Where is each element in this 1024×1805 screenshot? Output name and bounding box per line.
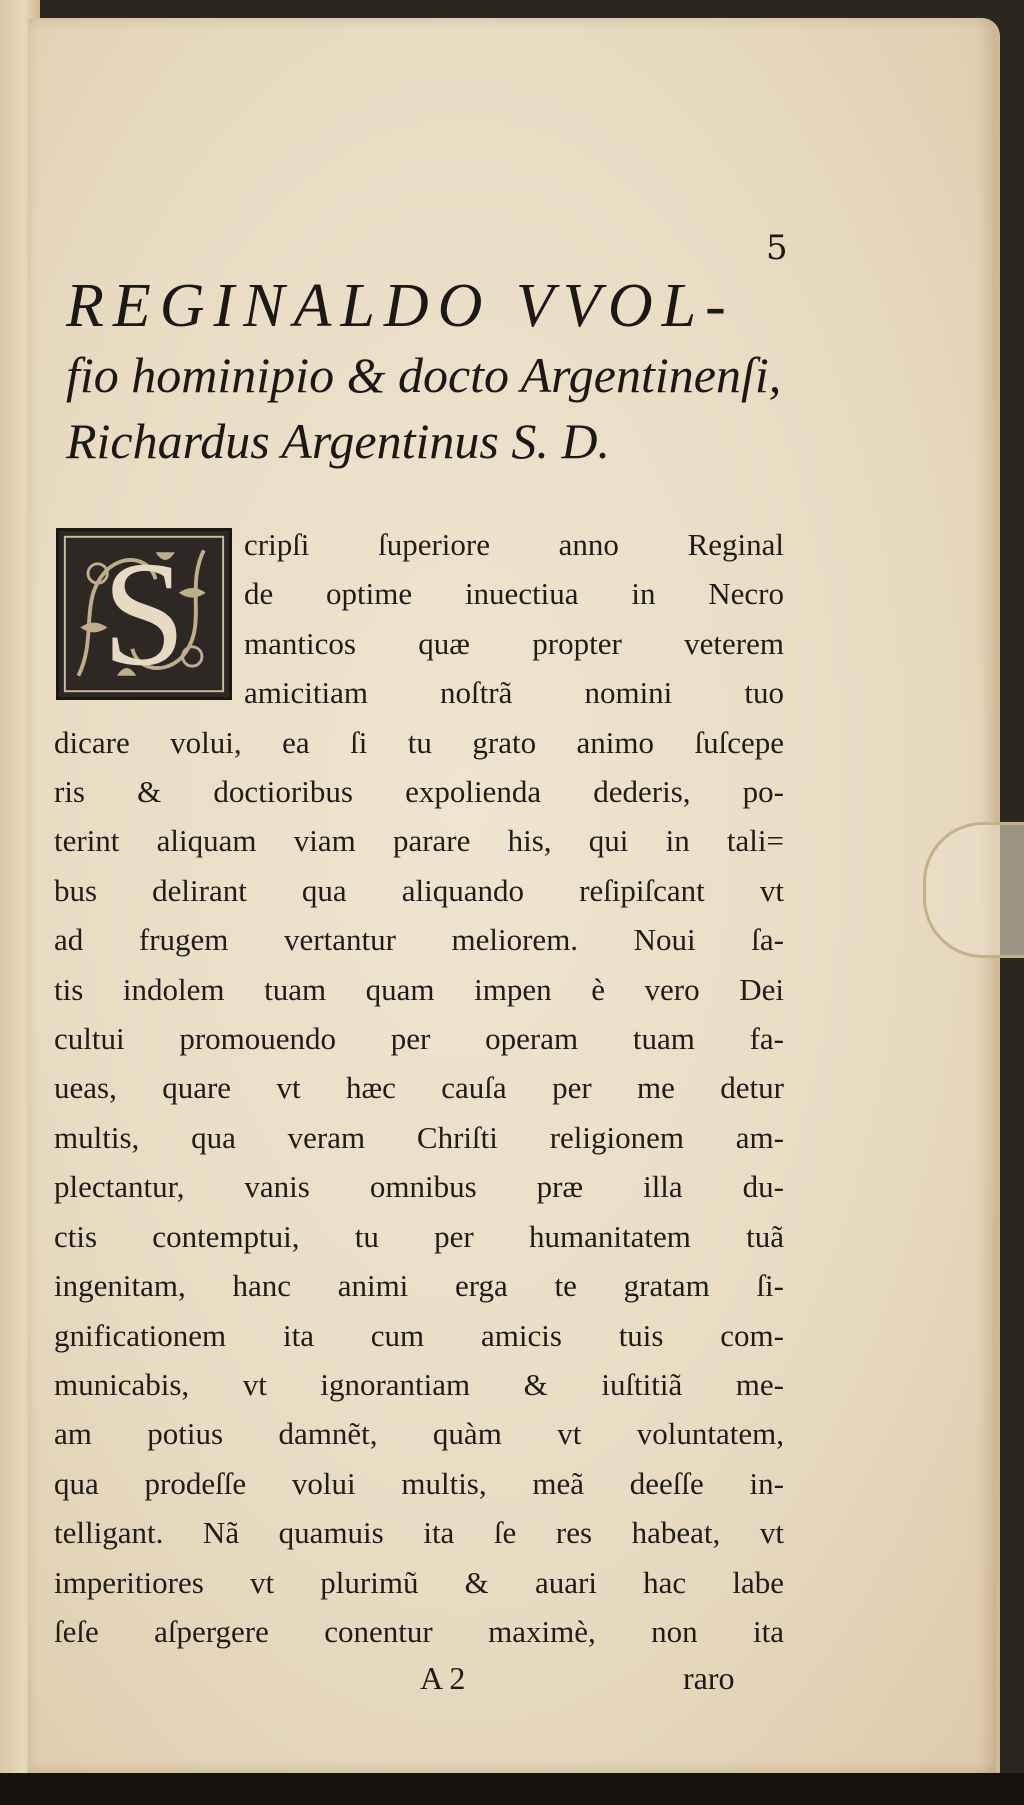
initial-letter: S [102,531,186,697]
text-line: am potius damnẽt, quàm vt voluntatem, [54,1416,784,1452]
bookmark-tab [923,822,1024,958]
text-line: terint aliquam viam parare his, qui in tali= [54,823,784,859]
text-line: ingenitam, hanc animi erga te gratam ſi- [54,1268,784,1304]
body-text [54,520,784,1656]
text-line: dicare volui, ea ſi tu grato animo ſuſcepe [54,724,784,760]
signature-mark: A 2 [420,1660,466,1696]
dedication-heading [66,268,826,476]
text-line: multis, qua veram Chriſti religionem am- [54,1119,784,1155]
heading-line-2: fio hominipio & docto Argentinenſi, [66,347,782,403]
catchword: raro [683,1660,735,1696]
text-line: tis indolem tuam quam impen è vero Dei [54,971,784,1007]
text-line: amicitiam noſtrã nomini tuo [244,675,784,711]
text-line: cripſi ſuperiore anno Reginal [244,527,784,562]
text-line: gnificationem ita cum amicis tuis com- [54,1317,784,1353]
text-line: qua prodeſſe volui multis, meã deeſſe in- [54,1465,784,1501]
text-line: de optime inuectiua in Necro [244,576,784,612]
text-line: ctis contemptui, tu per humanitatem tuã [54,1218,784,1254]
folio-number: 5 [766,228,788,268]
text-line: bus delirant qua aliquando reſipiſcant vt [54,872,784,908]
text-line: cultui promouendo per operam tuam fa- [54,1021,784,1057]
backdrop [0,1773,1024,1805]
text-line: telligant. Nã quamuis ita ſe res habeat, vt [54,1515,784,1551]
text-line: ris & doctioribus expolienda dederis, po- [54,774,784,810]
heading-line-1: REGINALDO VVOL- [66,272,735,340]
text-line: manticos quæ propter veterem [244,625,784,661]
text-line: municabis, vt ignorantiam & iuſtitiã me- [54,1366,784,1402]
text-line: ueas, quare vt hæc cauſa per me detur [54,1070,784,1106]
text-line: ad frugem vertantur meliorem. Noui ſa- [54,922,784,958]
text-line: imperitiores vt plurimũ & auari hac labe [54,1564,784,1600]
heading-line-3: Richardus Argentinus S. D. [66,413,610,469]
text-line: plectantur, vanis omnibus præ illa du- [54,1169,784,1205]
text-line: ſeſe aſpergere conentur maximè, non ita [54,1613,784,1649]
